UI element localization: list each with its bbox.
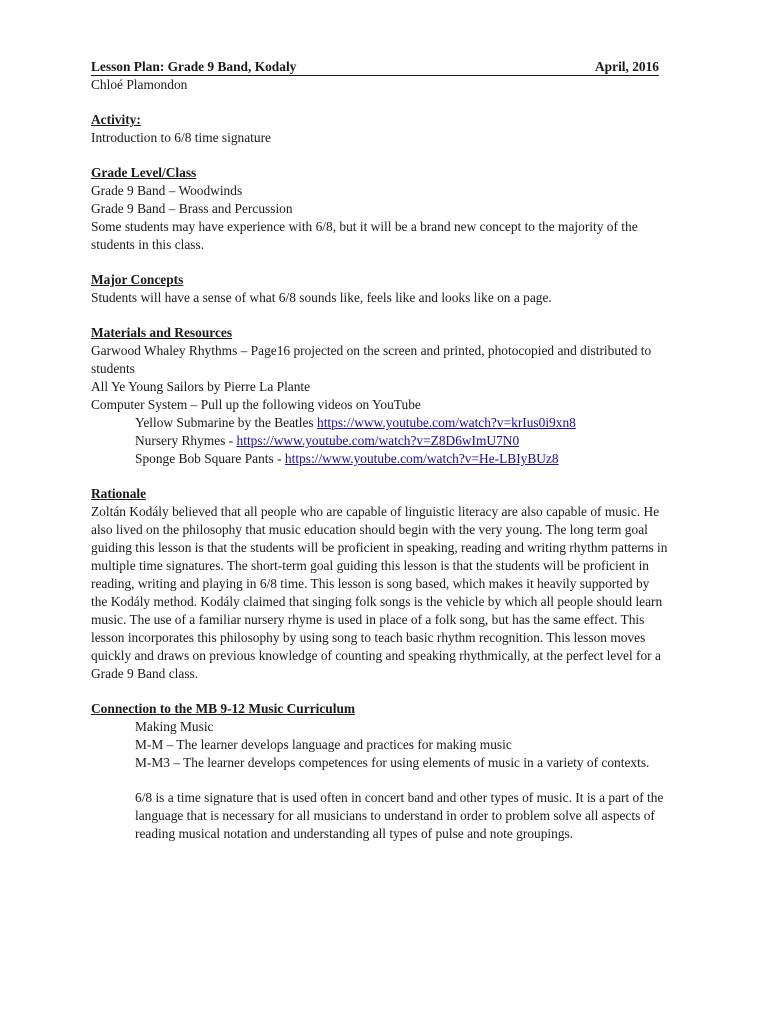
materials-item-whaley: Garwood Whaley Rhythms – Page16 projected on the screen and printed, photocopied and distributed to students <box>91 343 652 376</box>
video-link[interactable]: https://www.youtube.com/watch?v=krIus0i9xn8 <box>317 415 576 430</box>
video-link[interactable]: https://www.youtube.com/watch?v=He-LBIyBUz8 <box>284 451 559 466</box>
connection-item-mm3: M-M3 – The learner develops competences for using elements of music in a variety of contexts. <box>135 755 650 770</box>
author-name: Chloé Plamondon <box>91 77 188 92</box>
major-concepts-text: Students will have a sense of what 6/8 sounds like, feels like and looks like on a page. <box>91 290 552 305</box>
video-label: Nursery Rhymes - <box>135 433 237 448</box>
rationale-text: Zoltán Kodály believed that all people who are capable of linguistic literacy are also capable of music. He also lived on the philosophy that music education should begin with the very young. The long term goal guiding this lesson is that the students will be proficient in speaking, reading and writing rhythm patterns in multiple time signatures. The short-term goal guiding this lesson is that the students will be proficient in reading, writing and playing in 6/8 time. This lesson is song based, which makes it heavily supported by the Kodály method. Kodály claimed that singing folk songs is the vehicle by which all people should learn music. The use of a familiar nursery rhyme is used in place of a folk song, but has the same effect. This lesson incorporates this philosophy by using song to teach basic rhythm recognition. This lesson moves quickly and draws on previous knowledge of counting and speaking rhythmically, at the perfect level for a Grade 9 Band class. <box>91 504 668 681</box>
activity-heading: Activity: <box>91 112 141 127</box>
document-date: April, 2016 <box>595 59 659 74</box>
document-title: Lesson Plan: Grade 9 Band, Kodaly <box>91 59 297 74</box>
grade-level-heading: Grade Level/Class <box>91 165 197 180</box>
activity-text: Introduction to 6/8 time signature <box>91 130 271 145</box>
connection-heading: Connection to the MB 9-12 Music Curriculum <box>91 701 356 716</box>
materials-item-sailors: All Ye Young Sailors by Pierre La Plante <box>91 379 311 394</box>
connection-paragraph: 6/8 is a time signature that is used often in concert band and other types of music. It is a part of the language that is necessary for all musicians to understand in order to problem solve all aspects of reading musical notation and understanding all types of pulse and note groupings. <box>135 790 664 841</box>
video-link[interactable]: https://www.youtube.com/watch?v=Z8D6wImU7N0 <box>236 433 520 448</box>
grade-level-woodwinds: Grade 9 Band – Woodwinds <box>91 183 243 198</box>
video-item <box>91 432 669 450</box>
video-item <box>91 450 669 468</box>
document-content <box>91 58 669 843</box>
major-concepts-heading: Major Concepts <box>91 272 184 287</box>
document-header <box>91 58 659 76</box>
grade-level-brass: Grade 9 Band – Brass and Percussion <box>91 201 293 216</box>
video-label: Sponge Bob Square Pants - <box>135 451 285 466</box>
connection-item-making-music: Making Music <box>135 719 214 734</box>
materials-heading: Materials and Resources <box>91 325 233 340</box>
video-item <box>91 414 669 432</box>
connection-item-mm: M-M – The learner develops language and practices for making music <box>135 737 512 752</box>
materials-item-computer: Computer System – Pull up the following videos on YouTube <box>91 397 421 412</box>
rationale-heading: Rationale <box>91 486 147 501</box>
grade-level-note: Some students may have experience with 6/8, but it will be a brand new concept to the majority of the students in this class. <box>91 219 638 252</box>
video-label: Yellow Submarine by the Beatles <box>135 415 317 430</box>
